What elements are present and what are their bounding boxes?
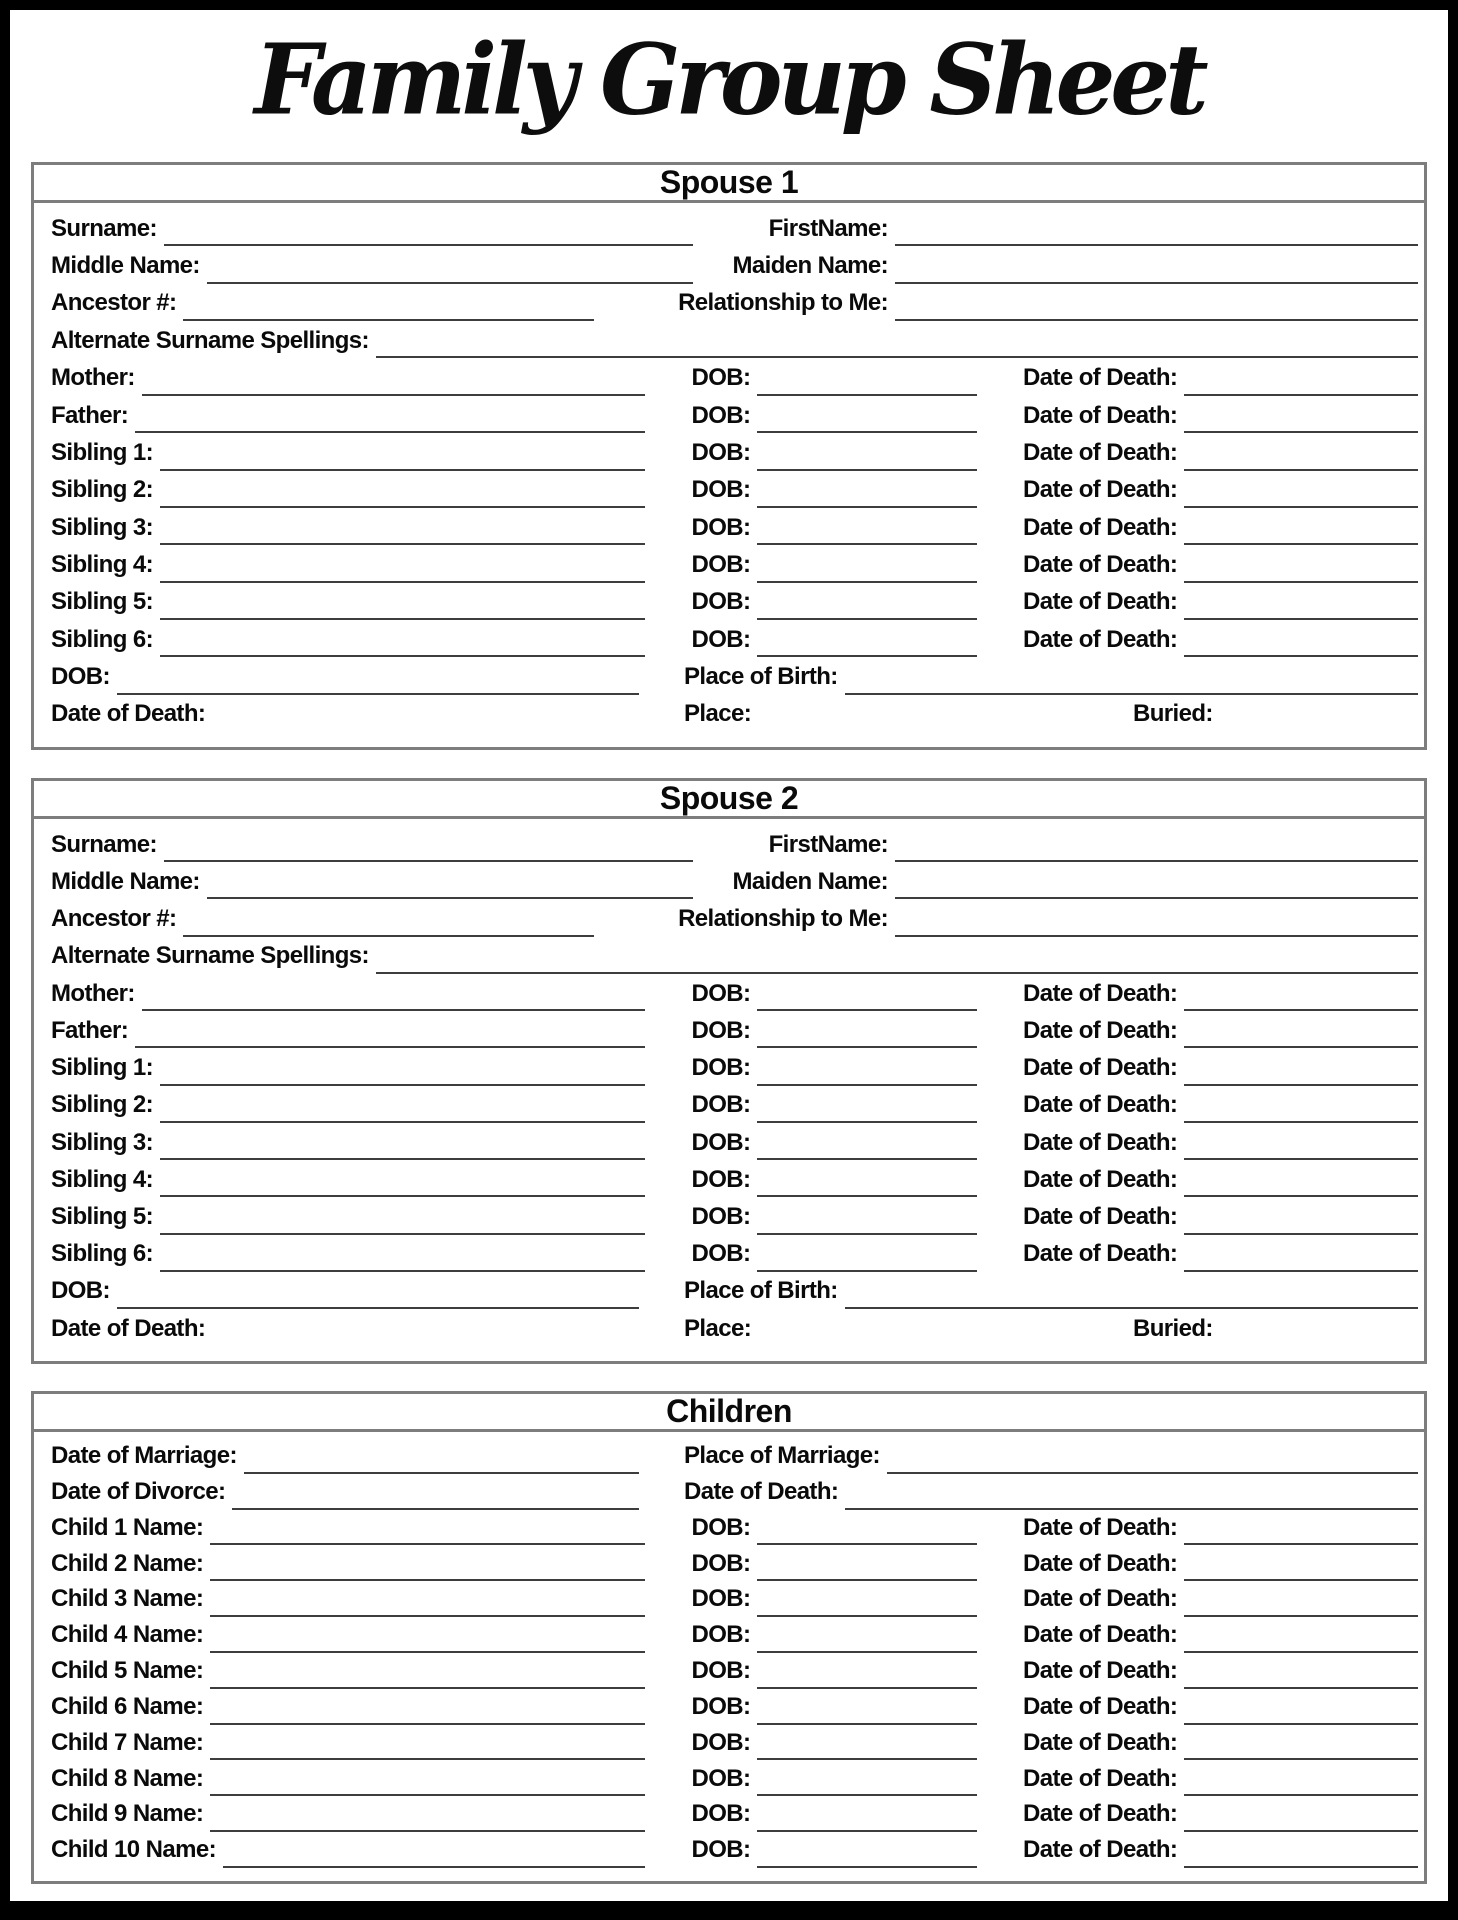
spouse2-body <box>34 819 1424 1358</box>
middle-name-label: Middle Name: <box>51 867 200 895</box>
date-of-death-line <box>1184 637 1418 657</box>
dob-line <box>757 1561 976 1581</box>
date-of-death-label: Date of Death: <box>1023 1585 1178 1613</box>
dob-label: DOB: <box>691 1836 751 1864</box>
dob-line <box>757 1215 976 1235</box>
dob-line <box>757 525 976 545</box>
ancestor-row <box>51 289 1418 317</box>
date-of-death-line <box>845 1490 1418 1510</box>
title-banner <box>10 10 1448 162</box>
alternate-spellings-row <box>51 327 1418 355</box>
dob-line <box>757 1525 976 1545</box>
dob-label: DOB: <box>691 1202 751 1230</box>
dob-line <box>757 1812 976 1832</box>
date-of-death-line <box>1184 488 1418 508</box>
page-title: Family Group Sheet <box>254 22 1204 138</box>
child-name-line <box>210 1812 645 1832</box>
alternate-spellings-row <box>51 942 1418 970</box>
place-of-birth-line <box>845 675 1418 695</box>
date-of-death-label: Date of Death: <box>1023 1728 1178 1756</box>
dob-line <box>757 600 976 620</box>
dob-label: DOB: <box>691 1240 751 1268</box>
middle-name-row <box>51 868 1418 896</box>
dob-line <box>757 1705 976 1725</box>
date-of-death-label: Date of Death: <box>1023 401 1178 429</box>
place-of-birth-label: Place of Birth: <box>684 1277 838 1305</box>
buried-label: Buried: <box>1133 1314 1213 1342</box>
dob-line <box>117 1289 639 1309</box>
date-of-marriage-label: Date of Marriage: <box>51 1442 237 1470</box>
maiden-name-line <box>895 264 1418 284</box>
dob-line <box>757 1740 976 1760</box>
dob-label: DOB: <box>691 438 751 466</box>
dob-line <box>757 1103 976 1123</box>
date-of-death-line <box>1184 376 1418 396</box>
date-of-death-line <box>1184 1028 1418 1048</box>
dob-line <box>757 1140 976 1160</box>
children-section <box>31 1391 1427 1884</box>
date-of-death-label: Date of Death: <box>1023 1800 1178 1828</box>
date-of-death-line <box>1184 1215 1418 1235</box>
dob-label: DOB: <box>691 476 751 504</box>
dob-label: DOB: <box>691 1165 751 1193</box>
dob-line <box>757 488 976 508</box>
sibling-row <box>51 1129 1418 1157</box>
child-row <box>51 1585 1418 1613</box>
date-of-death-label: Date of Death: <box>1023 438 1178 466</box>
date-of-death-line <box>1184 1705 1418 1725</box>
child-row <box>51 1514 1418 1542</box>
date-of-death-label: Date of Death: <box>1023 476 1178 504</box>
date-of-death-label: Date of Death: <box>1023 1513 1178 1541</box>
date-of-marriage-line <box>244 1454 639 1474</box>
maiden-name-label: Maiden Name: <box>732 867 888 895</box>
sibling-row <box>51 1091 1418 1119</box>
alternate-spellings-label: Alternate Surname Spellings: <box>51 942 369 970</box>
relationship-label: Relationship to Me: <box>678 289 888 317</box>
dob-line <box>757 376 976 396</box>
middle-name-row <box>51 252 1418 280</box>
date-of-death-line <box>1184 1597 1418 1617</box>
sibling-name-line <box>160 525 645 545</box>
date-of-death-line <box>1184 1633 1418 1653</box>
children-header <box>34 1394 1424 1432</box>
mother-label: Mother: <box>51 979 135 1007</box>
sibling-name-line <box>160 451 645 471</box>
sibling-name-line <box>160 600 645 620</box>
date-of-death-line <box>1184 991 1418 1011</box>
divorce-row <box>51 1478 1418 1506</box>
alternate-spellings-line <box>376 338 1418 358</box>
date-of-death-line <box>1184 1103 1418 1123</box>
dob-label: DOB: <box>691 401 751 429</box>
child-name-label: Child 4 Name: <box>51 1621 204 1649</box>
date-of-death-line <box>1184 1252 1418 1272</box>
date-of-death-line <box>1184 1669 1418 1689</box>
dob-label: DOB: <box>51 663 110 691</box>
child-name-line <box>210 1597 645 1617</box>
children-body <box>34 1432 1424 1878</box>
sibling-label: Sibling 6: <box>51 1240 154 1268</box>
surname-row <box>51 215 1418 243</box>
date-of-death-line <box>1184 1776 1418 1796</box>
dob-line <box>757 1669 976 1689</box>
place-label: Place: <box>684 1314 752 1342</box>
dob-label: DOB: <box>691 1513 751 1541</box>
spouse1-body <box>34 203 1424 744</box>
buried-label: Buried: <box>1133 700 1213 728</box>
child-row <box>51 1693 1418 1721</box>
dob-label: DOB: <box>691 1585 751 1613</box>
first-name-label: FirstName: <box>768 214 888 242</box>
sibling-name-line <box>160 488 645 508</box>
sibling-name-line <box>160 1140 645 1160</box>
sibling-row <box>51 1203 1418 1231</box>
date-of-death-line <box>1184 1740 1418 1760</box>
sibling-row <box>51 1054 1418 1082</box>
place-label: Place: <box>684 700 752 728</box>
date-of-death-label: Date of Death: <box>1023 1165 1178 1193</box>
dob-label: DOB: <box>691 364 751 392</box>
sibling-name-line <box>160 637 645 657</box>
date-of-death-label: Date of Death: <box>1023 625 1178 653</box>
date-of-death-label: Date of Death: <box>1023 1549 1178 1577</box>
child-name-line <box>210 1525 645 1545</box>
child-name-label: Child 6 Name: <box>51 1692 204 1720</box>
first-name-line <box>895 226 1418 246</box>
dob-line <box>757 1776 976 1796</box>
dob-line <box>757 1066 976 1086</box>
middle-name-label: Middle Name: <box>51 252 200 280</box>
child-name-label: Child 10 Name: <box>51 1836 216 1864</box>
dob-line <box>757 637 976 657</box>
dob-line <box>757 1597 976 1617</box>
surname-line <box>164 842 693 862</box>
child-name-line <box>210 1740 645 1760</box>
sibling-label: Sibling 1: <box>51 1054 154 1082</box>
child-row <box>51 1765 1418 1793</box>
sibling-row <box>51 1166 1418 1194</box>
dob-label: DOB: <box>691 551 751 578</box>
surname-row <box>51 831 1418 859</box>
death-row <box>51 1315 1418 1343</box>
dob-line <box>117 675 639 695</box>
surname-label: Surname: <box>51 214 157 242</box>
sibling-row <box>51 439 1418 467</box>
spouse1-header <box>34 165 1424 203</box>
date-of-death-label: Date of Death: <box>1023 513 1178 541</box>
place-of-birth-line <box>845 1289 1418 1309</box>
father-name-line <box>135 1028 645 1048</box>
dob-line <box>757 1252 976 1272</box>
surname-label: Surname: <box>51 830 157 858</box>
date-of-death-label: Date of Death: <box>1023 1692 1178 1720</box>
date-of-death-line <box>1184 1177 1418 1197</box>
father-row <box>51 1017 1418 1045</box>
date-of-death-label: Date of Death: <box>1023 1128 1178 1156</box>
date-of-death-line <box>1184 1812 1418 1832</box>
date-of-death-line <box>1184 1561 1418 1581</box>
sibling-label: Sibling 6: <box>51 625 154 653</box>
dob-line <box>757 413 976 433</box>
child-row <box>51 1657 1418 1685</box>
first-name-line <box>895 842 1418 862</box>
date-of-death-label: Date of Death: <box>1023 1202 1178 1230</box>
place-of-marriage-line <box>887 1454 1418 1474</box>
date-of-death-line <box>1184 1140 1418 1160</box>
spouse1-section <box>31 162 1427 750</box>
dob-line <box>757 991 976 1011</box>
father-row <box>51 402 1418 430</box>
date-of-death-label: Date of Death: <box>1023 1621 1178 1649</box>
date-of-death-label: Date of Death: <box>1023 1016 1178 1044</box>
sibling-name-line <box>160 1103 645 1123</box>
maiden-name-line <box>895 879 1418 899</box>
dob-line <box>757 1028 976 1048</box>
ancestor-row <box>51 905 1418 933</box>
dob-label: DOB: <box>691 1692 751 1720</box>
child-name-line <box>210 1776 645 1796</box>
sibling-row <box>51 626 1418 654</box>
maiden-name-label: Maiden Name: <box>732 252 888 280</box>
dob-label: DOB: <box>691 1016 751 1044</box>
date-of-death-label: Date of Death: <box>1023 1836 1178 1864</box>
sibling-row <box>51 1240 1418 1268</box>
sibling-label: Sibling 5: <box>51 1202 154 1230</box>
date-of-death-line <box>1184 451 1418 471</box>
surname-line <box>164 226 693 246</box>
child-name-line <box>210 1705 645 1725</box>
date-of-death-label: Date of Death: <box>1023 551 1178 578</box>
mother-row <box>51 980 1418 1008</box>
date-of-death-label: Date of Death: <box>51 700 206 728</box>
date-of-death-line <box>1184 413 1418 433</box>
relationship-label: Relationship to Me: <box>678 905 888 933</box>
dob-label: DOB: <box>691 1054 751 1082</box>
child-row <box>51 1729 1418 1757</box>
father-label: Father: <box>51 401 129 429</box>
dob-label: DOB: <box>691 625 751 653</box>
marriage-row <box>51 1442 1418 1470</box>
mother-label: Mother: <box>51 364 135 392</box>
date-of-death-label: Date of Death: <box>1023 1764 1178 1792</box>
date-of-death-line <box>1184 600 1418 620</box>
sibling-label: Sibling 3: <box>51 513 154 541</box>
ancestor-number-label: Ancestor #: <box>51 289 177 317</box>
relationship-line <box>895 917 1418 937</box>
sibling-label: Sibling 2: <box>51 476 154 504</box>
dob-line <box>757 1177 976 1197</box>
date-of-divorce-label: Date of Divorce: <box>51 1478 226 1506</box>
ancestor-number-label: Ancestor #: <box>51 905 177 933</box>
dob-label: DOB: <box>691 1549 751 1577</box>
dob-label: DOB: <box>691 1764 751 1792</box>
mother-name-line <box>142 376 645 396</box>
sibling-name-line <box>160 1215 645 1235</box>
date-of-death-label: Date of Death: <box>1023 979 1178 1007</box>
dob-label: DOB: <box>691 1621 751 1649</box>
child-row <box>51 1836 1418 1864</box>
dob-line <box>757 1848 976 1868</box>
sibling-name-line <box>160 1066 645 1086</box>
first-name-label: FirstName: <box>768 830 888 858</box>
dob-line <box>757 1633 976 1653</box>
date-of-death-line <box>1184 525 1418 545</box>
sibling-label: Sibling 4: <box>51 1165 154 1193</box>
child-name-label: Child 5 Name: <box>51 1657 204 1685</box>
child-row <box>51 1550 1418 1578</box>
child-name-label: Child 7 Name: <box>51 1728 204 1756</box>
children-title: Children <box>666 1393 792 1429</box>
sibling-row <box>51 476 1418 504</box>
child-name-label: Child 9 Name: <box>51 1800 204 1828</box>
date-of-death-line <box>1184 1525 1418 1545</box>
sibling-row <box>51 514 1418 542</box>
spouse2-title: Spouse 2 <box>659 780 799 816</box>
relationship-line <box>895 301 1418 321</box>
birth-row <box>51 663 1418 691</box>
dob-label: DOB: <box>691 979 751 1007</box>
mother-name-line <box>142 991 645 1011</box>
dob-line <box>757 451 976 471</box>
date-of-death-label: Date of Death: <box>51 1314 206 1342</box>
birth-row <box>51 1277 1418 1305</box>
middle-name-line <box>207 264 693 284</box>
date-of-death-line <box>1184 1066 1418 1086</box>
date-of-death-label: Date of Death: <box>1023 1657 1178 1685</box>
sibling-row <box>51 551 1418 579</box>
dob-label: DOB: <box>691 513 751 541</box>
sibling-label: Sibling 2: <box>51 1091 154 1119</box>
sibling-label: Sibling 5: <box>51 588 154 616</box>
child-row <box>51 1800 1418 1828</box>
date-of-death-label: Date of Death: <box>684 1478 839 1506</box>
ancestor-number-line <box>183 917 594 937</box>
middle-name-line <box>207 879 693 899</box>
date-of-death-label: Date of Death: <box>1023 1091 1178 1119</box>
dob-label: DOB: <box>691 588 751 616</box>
death-row <box>51 700 1418 728</box>
child-name-line <box>210 1561 645 1581</box>
date-of-death-label: Date of Death: <box>1023 1054 1178 1082</box>
date-of-divorce-line <box>232 1490 639 1510</box>
child-name-line <box>210 1633 645 1653</box>
spouse1-title: Spouse 1 <box>659 164 799 200</box>
alternate-spellings-label: Alternate Surname Spellings: <box>51 326 369 354</box>
child-name-line <box>223 1848 645 1868</box>
sibling-label: Sibling 1: <box>51 438 154 466</box>
spouse2-section <box>31 778 1427 1364</box>
sibling-label: Sibling 4: <box>51 551 154 578</box>
father-name-line <box>135 413 645 433</box>
sibling-name-line <box>160 1177 645 1197</box>
date-of-death-line <box>1184 1848 1418 1868</box>
dob-label: DOB: <box>51 1277 110 1305</box>
date-of-death-label: Date of Death: <box>1023 1240 1178 1268</box>
spouse2-header <box>34 781 1424 819</box>
sibling-name-line <box>160 1252 645 1272</box>
sibling-row <box>51 588 1418 616</box>
place-of-marriage-label: Place of Marriage: <box>684 1442 880 1470</box>
child-name-label: Child 1 Name: <box>51 1513 204 1541</box>
date-of-death-label: Date of Death: <box>1023 364 1178 392</box>
dob-label: DOB: <box>691 1800 751 1828</box>
ancestor-number-line <box>183 301 594 321</box>
date-of-death-label: Date of Death: <box>1023 588 1178 616</box>
dob-label: DOB: <box>691 1728 751 1756</box>
mother-row <box>51 364 1418 392</box>
sibling-label: Sibling 3: <box>51 1128 154 1156</box>
sibling-name-line <box>160 563 645 583</box>
child-name-label: Child 8 Name: <box>51 1764 204 1792</box>
child-name-label: Child 3 Name: <box>51 1585 204 1613</box>
dob-line <box>757 563 976 583</box>
alternate-spellings-line <box>376 954 1418 974</box>
dob-label: DOB: <box>691 1128 751 1156</box>
child-name-label: Child 2 Name: <box>51 1549 204 1577</box>
date-of-death-line <box>1184 563 1418 583</box>
child-name-line <box>210 1669 645 1689</box>
father-label: Father: <box>51 1016 129 1044</box>
dob-label: DOB: <box>691 1091 751 1119</box>
child-row <box>51 1621 1418 1649</box>
dob-label: DOB: <box>691 1657 751 1685</box>
place-of-birth-label: Place of Birth: <box>684 663 838 691</box>
